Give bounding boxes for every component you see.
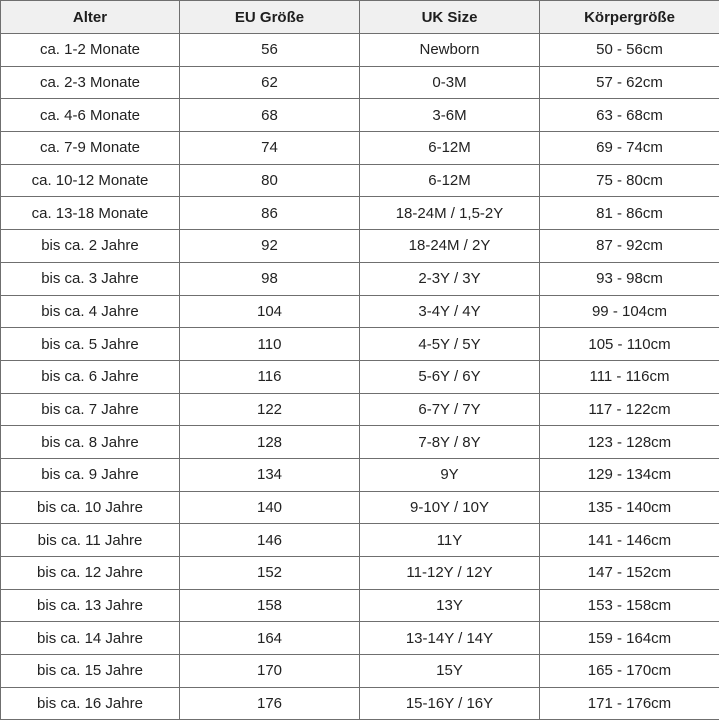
cell-uk-size: 3-4Y / 4Y — [360, 295, 540, 328]
cell-body-height: 165 - 170cm — [540, 655, 719, 688]
cell-eu-size: 110 — [180, 328, 360, 361]
table-row — [1, 458, 719, 491]
cell-body-height: 87 - 92cm — [540, 230, 719, 263]
cell-body-height: 75 - 80cm — [540, 164, 719, 197]
cell-age: bis ca. 8 Jahre — [1, 426, 180, 459]
cell-uk-size: 7-8Y / 8Y — [360, 426, 540, 459]
cell-body-height: 99 - 104cm — [540, 295, 719, 328]
cell-uk-size: 18-24M / 2Y — [360, 230, 540, 263]
cell-body-height: 111 - 116cm — [540, 360, 719, 393]
cell-body-height: 141 - 146cm — [540, 524, 719, 557]
cell-uk-size: 11-12Y / 12Y — [360, 557, 540, 590]
cell-age: bis ca. 5 Jahre — [1, 328, 180, 361]
cell-eu-size: 92 — [180, 230, 360, 263]
cell-uk-size: 13-14Y / 14Y — [360, 622, 540, 655]
cell-eu-size: 158 — [180, 589, 360, 622]
table-row — [1, 426, 719, 459]
cell-uk-size: 0-3M — [360, 66, 540, 99]
table-row — [1, 393, 719, 426]
cell-age: bis ca. 4 Jahre — [1, 295, 180, 328]
table-row — [1, 295, 719, 328]
cell-body-height: 117 - 122cm — [540, 393, 719, 426]
cell-body-height: 93 - 98cm — [540, 262, 719, 295]
cell-eu-size: 176 — [180, 687, 360, 720]
table-row — [1, 34, 719, 67]
cell-body-height: 105 - 110cm — [540, 328, 719, 361]
table-row — [1, 99, 719, 132]
table-row — [1, 66, 719, 99]
cell-body-height: 135 - 140cm — [540, 491, 719, 524]
cell-age: bis ca. 11 Jahre — [1, 524, 180, 557]
cell-uk-size: 15-16Y / 16Y — [360, 687, 540, 720]
cell-age: bis ca. 16 Jahre — [1, 687, 180, 720]
cell-eu-size: 98 — [180, 262, 360, 295]
cell-eu-size: 86 — [180, 197, 360, 230]
cell-body-height: 50 - 56cm — [540, 34, 719, 67]
cell-uk-size: 11Y — [360, 524, 540, 557]
table-row — [1, 360, 719, 393]
cell-age: bis ca. 9 Jahre — [1, 458, 180, 491]
cell-age: ca. 13-18 Monate — [1, 197, 180, 230]
cell-age: ca. 1-2 Monate — [1, 34, 180, 67]
cell-eu-size: 140 — [180, 491, 360, 524]
table-row — [1, 557, 719, 590]
cell-eu-size: 68 — [180, 99, 360, 132]
table-row — [1, 197, 719, 230]
cell-eu-size: 74 — [180, 132, 360, 165]
cell-eu-size: 146 — [180, 524, 360, 557]
cell-age: bis ca. 12 Jahre — [1, 557, 180, 590]
cell-body-height: 81 - 86cm — [540, 197, 719, 230]
cell-age: bis ca. 7 Jahre — [1, 393, 180, 426]
table-row — [1, 687, 719, 720]
cell-age: bis ca. 13 Jahre — [1, 589, 180, 622]
cell-uk-size: 3-6M — [360, 99, 540, 132]
cell-eu-size: 128 — [180, 426, 360, 459]
cell-body-height: 63 - 68cm — [540, 99, 719, 132]
cell-uk-size: Newborn — [360, 34, 540, 67]
cell-body-height: 153 - 158cm — [540, 589, 719, 622]
header-body-height: Körpergröße — [540, 1, 719, 34]
cell-age: bis ca. 15 Jahre — [1, 655, 180, 688]
cell-eu-size: 134 — [180, 458, 360, 491]
cell-uk-size: 5-6Y / 6Y — [360, 360, 540, 393]
cell-age: bis ca. 10 Jahre — [1, 491, 180, 524]
cell-uk-size: 6-7Y / 7Y — [360, 393, 540, 426]
header-eu-size: EU Größe — [180, 1, 360, 34]
cell-eu-size: 104 — [180, 295, 360, 328]
cell-uk-size: 6-12M — [360, 132, 540, 165]
cell-uk-size: 6-12M — [360, 164, 540, 197]
cell-age: bis ca. 14 Jahre — [1, 622, 180, 655]
table-row — [1, 132, 719, 165]
cell-eu-size: 170 — [180, 655, 360, 688]
cell-eu-size: 152 — [180, 557, 360, 590]
cell-age: ca. 10-12 Monate — [1, 164, 180, 197]
cell-eu-size: 116 — [180, 360, 360, 393]
cell-uk-size: 2-3Y / 3Y — [360, 262, 540, 295]
cell-uk-size: 13Y — [360, 589, 540, 622]
table-row — [1, 491, 719, 524]
header-row — [1, 1, 719, 34]
table-row — [1, 328, 719, 361]
cell-eu-size: 80 — [180, 164, 360, 197]
cell-body-height: 147 - 152cm — [540, 557, 719, 590]
table-header — [1, 1, 719, 34]
cell-uk-size: 4-5Y / 5Y — [360, 328, 540, 361]
cell-age: ca. 7-9 Monate — [1, 132, 180, 165]
cell-eu-size: 122 — [180, 393, 360, 426]
cell-uk-size: 9Y — [360, 458, 540, 491]
cell-body-height: 159 - 164cm — [540, 622, 719, 655]
cell-age: ca. 4-6 Monate — [1, 99, 180, 132]
cell-body-height: 123 - 128cm — [540, 426, 719, 459]
table-row — [1, 230, 719, 263]
table-row — [1, 164, 719, 197]
cell-eu-size: 62 — [180, 66, 360, 99]
cell-eu-size: 164 — [180, 622, 360, 655]
cell-body-height: 171 - 176cm — [540, 687, 719, 720]
cell-age: bis ca. 3 Jahre — [1, 262, 180, 295]
cell-eu-size: 56 — [180, 34, 360, 67]
header-age: Alter — [1, 1, 180, 34]
table-row — [1, 262, 719, 295]
cell-age: ca. 2-3 Monate — [1, 66, 180, 99]
cell-age: bis ca. 6 Jahre — [1, 360, 180, 393]
cell-body-height: 57 - 62cm — [540, 66, 719, 99]
cell-uk-size: 15Y — [360, 655, 540, 688]
cell-body-height: 129 - 134cm — [540, 458, 719, 491]
cell-uk-size: 18-24M / 1,5-2Y — [360, 197, 540, 230]
cell-body-height: 69 - 74cm — [540, 132, 719, 165]
cell-age: bis ca. 2 Jahre — [1, 230, 180, 263]
table-row — [1, 524, 719, 557]
table-row — [1, 589, 719, 622]
cell-uk-size: 9-10Y / 10Y — [360, 491, 540, 524]
table-row — [1, 622, 719, 655]
table-row — [1, 655, 719, 688]
header-uk-size: UK Size — [360, 1, 540, 34]
table-body — [1, 34, 719, 720]
